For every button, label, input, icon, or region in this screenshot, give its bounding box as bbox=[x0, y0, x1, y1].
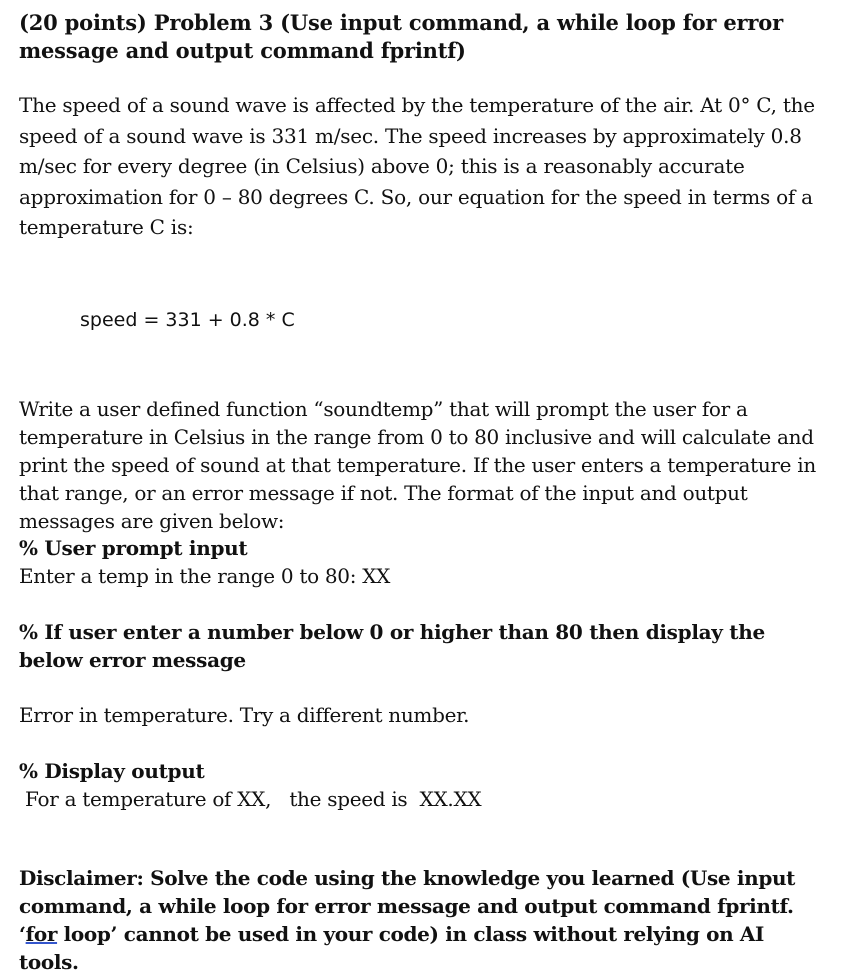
error-text: Error in temperature. Try a different number. bbox=[19, 703, 470, 727]
error-heading: % If user enter a number below 0 or higher than 80 then display the below error message bbox=[19, 620, 765, 672]
prompt-text: Enter a temp in the range 0 to 80: XX bbox=[19, 564, 391, 588]
disclaimer-underlined-word: for bbox=[25, 922, 58, 946]
output-heading: % Display output bbox=[19, 759, 205, 783]
speed-equation: speed = 331 + 0.8 * C bbox=[80, 309, 295, 331]
disclaimer bbox=[19, 864, 819, 976]
disclaimer-part1: Disclaimer: Solve the code using the knowledge you learned (Use input command, a while loop for error message and output command fprintf. ‘ bbox=[19, 866, 796, 946]
instructions-paragraph: Write a user defined function “soundtemp” that will prompt the user for a temperature in Celsius in the range from 0 to 80 inclusive and will calculate and print the speed of sound at that temperature. If the user enters a temperature in that range, or an error message if not. The format of the input and output messages are given below: bbox=[19, 397, 816, 533]
problem-title: (20 points) Problem 3 (Use input command, a while loop for error message and output command fprintf) bbox=[19, 10, 783, 63]
intro-paragraph: The speed of a sound wave is affected by the temperature of the air. At 0° C, the speed of a sound wave is 331 m/sec. The speed increases by approximately 0.8 m/sec for every degree (in Celsius) above 0; this is a reasonably accurate approximation for 0 – 80 degrees C. So, our equation for the speed in terms of a temperature C is: bbox=[19, 93, 815, 239]
document-page bbox=[19, 9, 819, 974]
disclaimer-part2: loop’ cannot be used in your code) in class without relying on AI tools. bbox=[19, 922, 765, 974]
output-text: For a temperature of XX, the speed is XX.XX bbox=[19, 787, 482, 811]
prompt-heading: % User prompt input bbox=[19, 536, 248, 560]
